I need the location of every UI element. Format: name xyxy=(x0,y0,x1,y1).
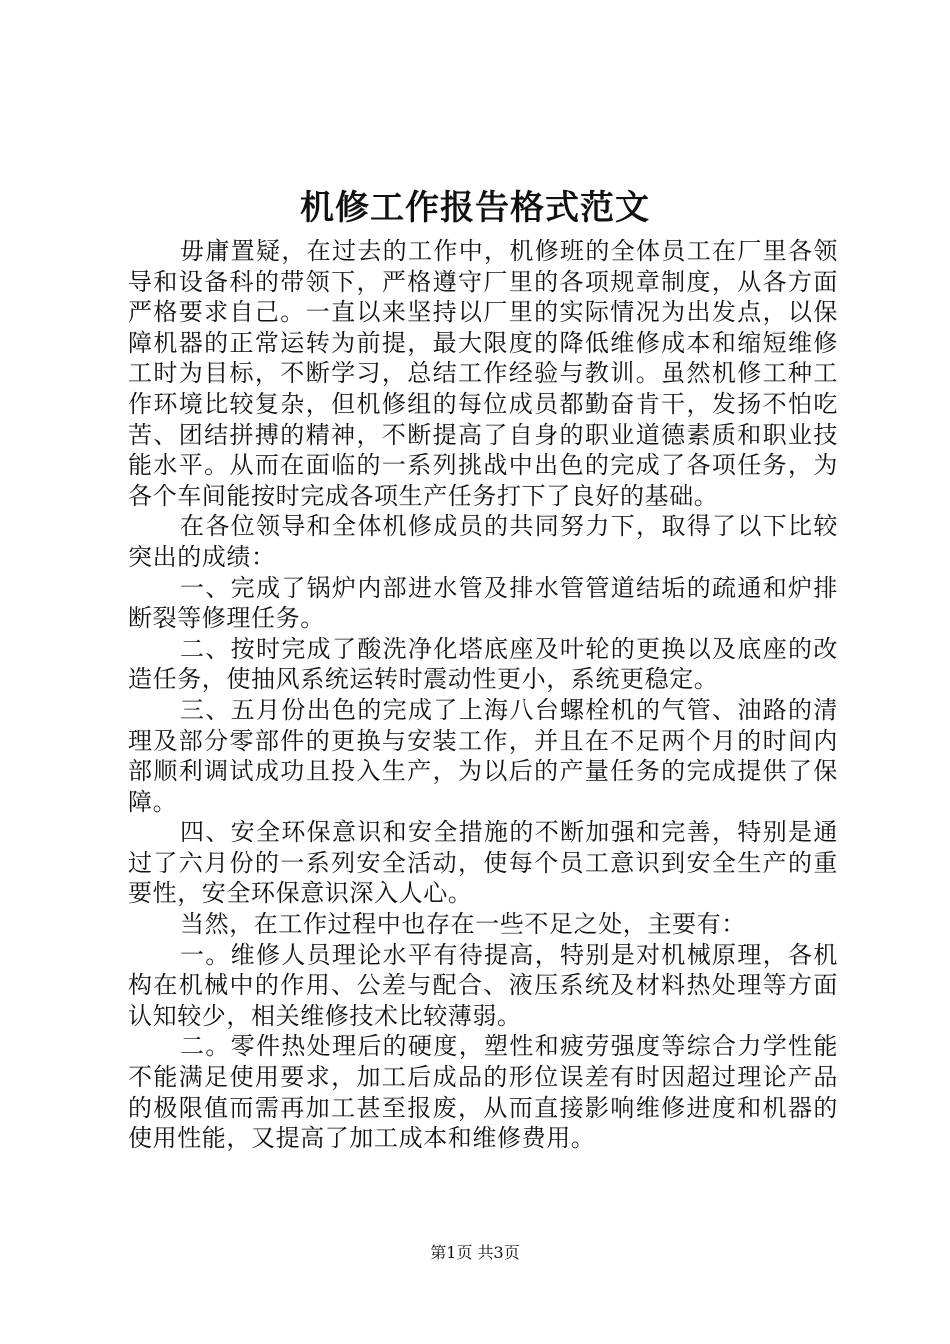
paragraph-achievement-3: 三、五月份出色的完成了上海八台螺栓机的气管、油路的清理及部分零部件的更换与安装工作，并且在不足两个月的时间内部顺利调试成功且投入生产，为以后的产量任务的完成提供了保障。 xyxy=(128,695,838,816)
paragraph-achievement-4: 四、安全环保意识和安全措施的不断加强和完善，特别是通过了六月份的一系列安全活动，使每个员工意识到安全生产的重要性，安全环保意识深入人心。 xyxy=(128,818,838,908)
page-number-footer: 第1页 共3页 xyxy=(430,1243,520,1262)
paragraph-achievement-1: 一、完成了锅炉内部进水管及排水管管道结垢的疏通和炉排断裂等修理任务。 xyxy=(128,573,838,633)
paragraph-achievement-2: 二、按时完成了酸洗净化塔底座及叶轮的更换以及底座的改造任务，使抽风系统运转时震动性更小，系统更稳定。 xyxy=(128,634,838,694)
paragraph-intro: 毋庸置疑，在过去的工作中，机修班的全体员工在厂里各领导和设备科的带领下，严格遵守厂里的各项规章制度，从各方面严格要求自己。一直以来坚持以厂里的实际情况为出发点，以保障机器的正常运转为前提，最大限度的降低维修成本和缩短维修工时为目标，不断学习，总结工作经验与教训。虽然机修工种工作环境比较复杂，但机修组的每位成员都勤奋肯干，发扬不怕吃苦、团结拼搏的精神，不断提高了自身的职业道德素质和职业技能水平。从而在面临的一系列挑战中出色的完成了各项任务，为各个车间能按时完成各项生产任务打下了良好的基础。 xyxy=(128,237,838,510)
document-title: 机修工作报告格式范文 xyxy=(300,188,650,228)
paragraph-shortcoming-1: 一。维修人员理论水平有待提高，特别是对机械原理，各机构在机械中的作用、公差与配合、液压系统及材料热处理等方面认知较少，相关维修技术比较薄弱。 xyxy=(128,940,838,1030)
document-body xyxy=(128,236,838,1154)
paragraph-achievements-lead: 在各位领导和全体机修成员的共同努力下，取得了以下比较突出的成绩： xyxy=(128,512,838,571)
paragraph-shortcoming-2: 二。零件热处理后的硬度，塑性和疲劳强度等综合力学性能不能满足使用要求，加工后成品的形位误差有时因超过理论产品的极限值而需再加工甚至报废，从而直接影响维修进度和机器的使用性能，又提高了加工成本和维修费用。 xyxy=(128,1032,838,1153)
paragraph-shortcomings-lead: 当然，在工作过程中也存在一些不足之处，主要有： xyxy=(180,910,746,939)
